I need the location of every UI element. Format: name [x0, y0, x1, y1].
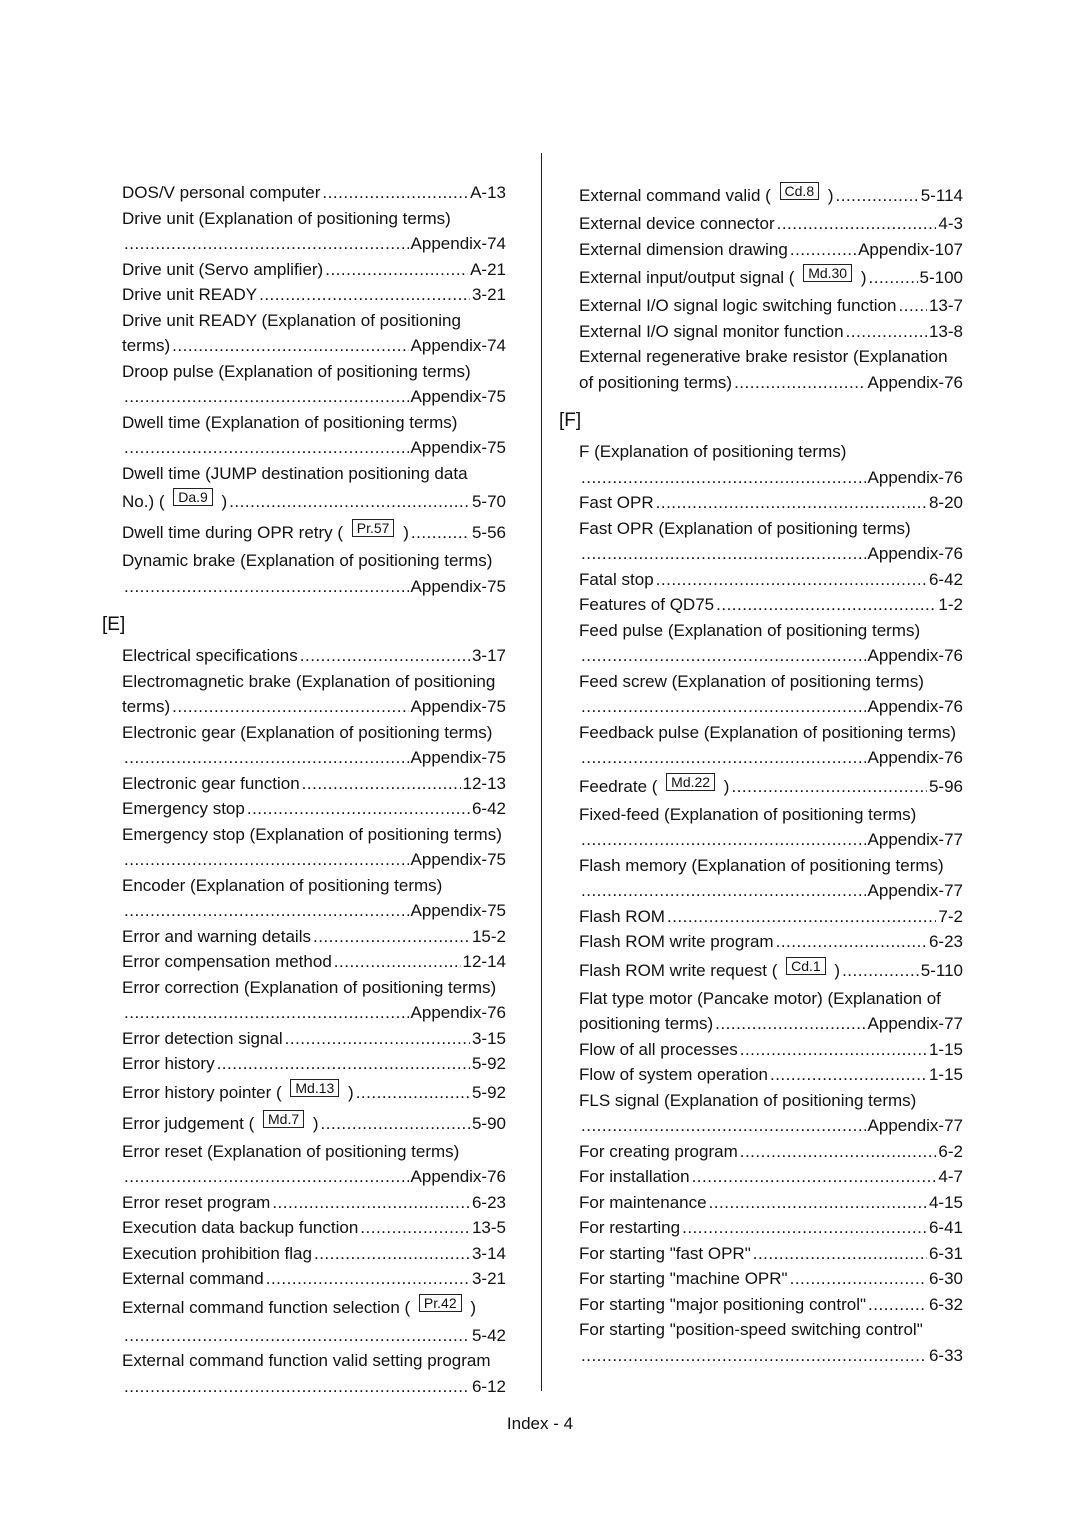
entry-term: No.) ( Da.9 ) — [122, 489, 228, 511]
dot-leader — [777, 211, 937, 237]
index-entry-continuation — [579, 643, 963, 669]
page-reference: Appendix-75 — [410, 850, 506, 869]
index-entry-continuation — [122, 1323, 506, 1349]
index-entry-continuation — [122, 1000, 506, 1026]
index-entry-text: Flash memory (Explanation of positioning terms) — [579, 855, 944, 875]
page-reference: Appendix-107 — [858, 239, 963, 259]
page-reference: 6-12 — [471, 1376, 506, 1396]
page-reference: 5-92 — [471, 1082, 506, 1102]
page-reference: 3-17 — [471, 646, 506, 665]
page-reference: 15-2 — [471, 926, 506, 946]
index-entry — [122, 694, 506, 720]
page-reference: 5-90 — [471, 1113, 506, 1133]
page-reference: A-13 — [470, 183, 506, 202]
entry-term: Flash ROM write program — [579, 932, 774, 951]
page-reference: 13-5 — [471, 1218, 506, 1237]
index-entry-text: Dwell time (Explanation of positioning terms) — [122, 412, 458, 432]
page-reference: 5-70 — [471, 492, 506, 511]
entry-term: For starting "machine OPR" — [579, 1269, 788, 1288]
index-entry-text: Electronic gear (Explanation of positioning terms) — [122, 722, 493, 742]
dot-leader — [300, 643, 470, 669]
entry-term: For starting "major positioning control" — [579, 1294, 867, 1314]
entry-term: Electrical specifications — [122, 646, 298, 665]
entry-term: External command valid ( Cd.8 ) — [579, 183, 834, 205]
index-entry-text: Dwell time (JUMP destination positioning data — [122, 463, 468, 483]
index-column-left — [102, 180, 506, 1399]
page-reference: A-21 — [470, 259, 506, 279]
parameter-code-box: Pr.42 — [419, 1294, 462, 1312]
entry-term: Execution data backup function — [122, 1218, 359, 1237]
index-entry-text: Error correction (Explanation of positioning terms) — [122, 977, 497, 997]
index-entry-continuation — [579, 1343, 963, 1369]
parameter-code-box: Cd.8 — [780, 182, 820, 200]
index-column-right — [559, 180, 963, 1368]
dot-leader — [259, 282, 470, 308]
index-entry-text: FLS signal (Explanation of positioning terms) — [579, 1090, 917, 1110]
page-reference: 6-23 — [471, 1192, 506, 1212]
entry-term: Drive unit READY — [122, 285, 258, 304]
dot-leader — [656, 490, 927, 516]
page-reference: 3-21 — [471, 1269, 506, 1288]
dot-leader — [581, 745, 866, 771]
dot-leader — [740, 1139, 937, 1165]
index-entry-text: Encoder (Explanation of positioning terms) — [122, 875, 443, 895]
entry-term: Electronic gear function — [122, 773, 300, 793]
index-entry — [122, 1292, 506, 1323]
parameter-code-box: Md.22 — [666, 773, 715, 791]
index-entry-text: Fast OPR (Explanation of positioning terms) — [579, 518, 911, 538]
index-entry — [122, 1026, 506, 1052]
entry-term: Flash ROM — [579, 906, 665, 926]
entry-term: of positioning terms) — [579, 372, 733, 392]
dot-leader — [716, 592, 936, 618]
index-entry-continuation — [579, 694, 963, 720]
index-entry — [122, 1215, 506, 1241]
page-footer: Index - 4 — [506, 1414, 574, 1433]
index-entry — [122, 1241, 506, 1267]
index-entry — [579, 1215, 963, 1241]
page-reference: Appendix-76 — [410, 1003, 506, 1022]
page-reference: 5-114 — [920, 186, 963, 205]
entry-term: Fast OPR — [579, 493, 654, 512]
index-entry — [579, 929, 963, 955]
entry-term: For starting "fast OPR" — [579, 1243, 751, 1263]
page-reference: Appendix-76 — [867, 372, 963, 392]
index-entry — [579, 1037, 963, 1063]
index-entry-text: Fixed-feed (Explanation of positioning terms) — [579, 804, 917, 824]
entry-term: For creating program — [579, 1141, 738, 1161]
page-reference: 1-15 — [928, 1039, 963, 1059]
index-entry — [579, 955, 963, 986]
page-reference: 4-15 — [928, 1192, 963, 1212]
dot-leader — [790, 1266, 927, 1292]
page-reference: Appendix-75 — [410, 438, 506, 457]
index-entry — [122, 1190, 506, 1216]
entry-term: terms) — [122, 336, 171, 355]
page-reference: 8-20 — [928, 493, 963, 512]
dot-leader — [869, 262, 918, 293]
index-entry — [579, 211, 963, 237]
page-reference: 6-31 — [928, 1243, 963, 1263]
index-entry — [122, 1051, 506, 1077]
dot-leader — [124, 1000, 409, 1026]
index-entry — [579, 1241, 963, 1267]
index-entry-continuation — [122, 1374, 506, 1400]
index-entry-text: Dynamic brake (Explanation of positioning terms) — [122, 551, 493, 570]
dot-leader — [734, 370, 865, 396]
page-reference: Appendix-76 — [867, 748, 963, 767]
dot-leader — [682, 1215, 927, 1241]
dot-leader — [581, 694, 866, 720]
dot-leader — [124, 231, 409, 257]
dot-leader — [266, 1266, 470, 1292]
entry-term: External device connector — [579, 214, 775, 233]
dot-leader — [272, 1190, 470, 1216]
page-reference: Appendix-76 — [410, 1167, 506, 1186]
page-reference: Appendix-77 — [867, 830, 963, 849]
entry-term: positioning terms) — [579, 1014, 714, 1033]
page-reference: 5-56 — [471, 523, 506, 542]
index-entry — [122, 796, 506, 822]
entry-term: terms) — [122, 697, 171, 716]
page-reference: Appendix-75 — [410, 748, 506, 767]
page-reference: 5-92 — [471, 1054, 506, 1073]
page-reference: Appendix-75 — [410, 697, 506, 716]
page-reference: Appendix-76 — [867, 467, 963, 487]
index-entry-text: Error reset (Explanation of positioning terms) — [122, 1141, 460, 1161]
index-entry — [122, 282, 506, 308]
entry-term: Error history pointer ( Md.13 ) — [122, 1079, 354, 1102]
index-entry — [579, 1164, 963, 1190]
entry-term: Error and warning details — [122, 926, 311, 946]
index-entry — [122, 949, 506, 975]
dot-leader — [334, 949, 461, 975]
index-entry — [579, 1011, 963, 1037]
dot-leader — [356, 1077, 470, 1108]
parameter-code-box: Da.9 — [173, 488, 213, 506]
entry-term: Flow of system operation — [579, 1065, 768, 1084]
page-reference: 4-3 — [938, 214, 963, 233]
dot-leader — [581, 1343, 927, 1369]
entry-term: External input/output signal ( Md.30 ) — [579, 265, 867, 287]
index-entry-continuation — [122, 384, 506, 410]
entry-term: Flow of all processes — [579, 1039, 738, 1059]
index-entry-continuation — [579, 745, 963, 771]
dot-leader — [656, 567, 927, 593]
entry-term: Error compensation method — [122, 952, 332, 971]
dot-leader — [322, 180, 468, 206]
entry-term: External dimension drawing — [579, 239, 788, 259]
column-divider — [541, 153, 542, 1391]
index-entry-text: Emergency stop (Explanation of positioning terms) — [122, 824, 502, 844]
dot-leader — [709, 1190, 927, 1216]
dot-leader — [846, 319, 927, 345]
dot-leader — [302, 771, 461, 797]
dot-leader — [581, 827, 866, 853]
index-entry — [579, 1139, 963, 1165]
entry-term: Drive unit (Servo amplifier) — [122, 259, 324, 279]
index-entry — [579, 592, 963, 618]
index-entry-continuation — [579, 465, 963, 491]
dot-leader — [229, 486, 470, 517]
index-entry-continuation — [579, 541, 963, 567]
dot-leader — [285, 1026, 470, 1052]
dot-leader — [172, 333, 408, 359]
index-entry — [122, 333, 506, 359]
entry-term: Error detection signal — [122, 1028, 283, 1048]
index-entry-continuation — [579, 1113, 963, 1139]
entry-term: External command function selection ( Pr.42 ) — [122, 1294, 477, 1317]
dot-leader — [124, 384, 409, 410]
index-entry — [122, 180, 506, 206]
index-entry-continuation — [122, 231, 506, 257]
dot-leader — [731, 771, 927, 802]
parameter-code-box: Pr.57 — [352, 519, 395, 537]
page-reference: 13-8 — [928, 321, 963, 341]
index-entry — [579, 370, 963, 396]
dot-leader — [124, 1164, 409, 1190]
dot-leader — [360, 1215, 470, 1241]
index-entry — [579, 293, 963, 319]
dot-leader — [842, 955, 919, 986]
entry-term: DOS/V personal computer — [122, 183, 321, 202]
page-reference: Appendix-75 — [410, 901, 506, 920]
index-entry — [579, 237, 963, 263]
page-reference: Appendix-75 — [410, 576, 506, 596]
page-reference: Appendix-77 — [867, 1116, 963, 1135]
entry-term: External I/O signal monitor function — [579, 321, 844, 341]
index-entry — [579, 180, 963, 211]
index-entry-text: Droop pulse (Explanation of positioning terms) — [122, 361, 471, 381]
entry-term: Error reset program — [122, 1192, 271, 1212]
dot-leader — [836, 180, 919, 211]
entry-term: For restarting — [579, 1218, 681, 1237]
index-entry-text: Drive unit (Explanation of positioning terms) — [122, 208, 451, 228]
index-entry — [122, 1266, 506, 1292]
index-entry — [122, 643, 506, 669]
index-entry — [579, 1062, 963, 1088]
dot-leader — [124, 847, 409, 873]
index-entry — [579, 1266, 963, 1292]
dot-leader — [776, 929, 927, 955]
index-entry-text: Flat type motor (Pancake motor) (Explanation of — [579, 988, 941, 1008]
index-entry — [579, 319, 963, 345]
index-entry-continuation — [579, 827, 963, 853]
entry-term: For maintenance — [579, 1192, 707, 1212]
dot-leader — [124, 574, 409, 600]
index-entry — [579, 1292, 963, 1318]
dot-leader — [411, 517, 470, 548]
page-reference: 6-30 — [928, 1269, 963, 1288]
page-reference: 1-2 — [938, 595, 963, 614]
page-reference: 12-13 — [462, 773, 506, 793]
entry-term: Error judgement ( Md.7 ) — [122, 1110, 319, 1133]
page-reference: 6-33 — [928, 1345, 963, 1365]
page-reference: 1-15 — [928, 1065, 963, 1084]
parameter-code-box: Md.30 — [803, 264, 852, 282]
dot-leader — [581, 541, 866, 567]
index-entry-continuation — [122, 435, 506, 461]
page-reference: 3-21 — [471, 285, 506, 304]
dot-leader — [172, 694, 408, 720]
page-reference: 6-42 — [471, 799, 506, 818]
dot-leader — [899, 293, 927, 319]
page-reference: 4-7 — [938, 1167, 963, 1186]
page-reference: 6-32 — [928, 1294, 963, 1314]
index-entry-text: Feed screw (Explanation of positioning terms) — [579, 671, 924, 691]
page-reference: Appendix-76 — [867, 697, 963, 716]
page-reference: Appendix-74 — [410, 234, 506, 253]
dot-leader — [581, 643, 866, 669]
entry-term: Error history — [122, 1054, 215, 1073]
index-entry-continuation — [122, 898, 506, 924]
dot-leader — [217, 1051, 470, 1077]
dot-leader — [321, 1108, 470, 1139]
page-reference: 5-100 — [919, 268, 963, 287]
dot-leader — [715, 1011, 865, 1037]
entry-term: Flash ROM write request ( Cd.1 ) — [579, 957, 841, 980]
section-heading: [E] — [102, 614, 126, 635]
index-entry-text: Feedback pulse (Explanation of positioning terms) — [579, 722, 957, 742]
index-entry-continuation — [122, 847, 506, 873]
index-entry-continuation — [579, 878, 963, 904]
page-reference: 6-23 — [928, 932, 963, 951]
page-reference: Appendix-77 — [867, 881, 963, 900]
index-entry-text: F (Explanation of positioning terms) — [579, 442, 847, 461]
index-entry — [122, 1077, 506, 1108]
dot-leader — [692, 1164, 937, 1190]
index-entry — [579, 567, 963, 593]
page-reference: 6-41 — [928, 1218, 963, 1237]
dot-leader — [770, 1062, 927, 1088]
page-reference: 12-14 — [462, 952, 506, 971]
index-entry — [579, 904, 963, 930]
dot-leader — [247, 796, 470, 822]
dot-leader — [581, 878, 866, 904]
index-entry-text: Electromagnetic brake (Explanation of positioning — [122, 671, 496, 691]
page-reference: 5-96 — [928, 776, 963, 796]
entry-term: Feedrate ( Md.22 ) — [579, 773, 730, 796]
entry-term: For installation — [579, 1167, 690, 1186]
dot-leader — [314, 1241, 470, 1267]
parameter-code-box: Cd.1 — [786, 957, 826, 975]
dot-leader — [581, 465, 866, 491]
dot-leader — [753, 1241, 927, 1267]
index-entry — [122, 486, 506, 517]
index-entry — [579, 1190, 963, 1216]
index-entry-continuation — [122, 574, 506, 600]
entry-term: External command — [122, 1269, 264, 1288]
index-entry — [579, 771, 963, 802]
page-reference: 5-110 — [920, 960, 963, 980]
dot-leader — [325, 257, 468, 283]
index-entry — [122, 1108, 506, 1139]
dot-leader — [790, 237, 856, 263]
index-entry-text: Drive unit READY (Explanation of positioning — [122, 310, 461, 330]
entry-term: Fatal stop — [579, 569, 654, 589]
page-reference: Appendix-76 — [867, 646, 963, 665]
index-entry-text: Feed pulse (Explanation of positioning terms) — [579, 620, 921, 640]
index-entry-continuation — [122, 1164, 506, 1190]
entry-term: Features of QD75 — [579, 595, 715, 614]
entry-term: Emergency stop — [122, 799, 245, 818]
dot-leader — [581, 1113, 866, 1139]
dot-leader — [868, 1292, 927, 1318]
index-entry — [122, 517, 506, 548]
dot-leader — [124, 1323, 470, 1349]
index-entry-text: External regenerative brake resistor (Explanation — [579, 347, 948, 366]
entry-term: Execution prohibition flag — [122, 1243, 312, 1263]
index-entry — [122, 924, 506, 950]
dot-leader — [740, 1037, 927, 1063]
parameter-code-box: Md.7 — [263, 1110, 304, 1128]
index-entry — [579, 490, 963, 516]
page-reference: Appendix-76 — [867, 544, 963, 563]
page-reference: 6-2 — [938, 1141, 963, 1161]
entry-term: External I/O signal logic switching function — [579, 296, 897, 315]
page-reference: 13-7 — [928, 296, 963, 315]
index-entry — [579, 262, 963, 293]
page-reference: Appendix-77 — [867, 1014, 963, 1033]
dot-leader — [124, 435, 409, 461]
index-entry-text: External command function valid setting program — [122, 1351, 491, 1370]
dot-leader — [124, 1374, 470, 1400]
dot-leader — [667, 904, 936, 930]
dot-leader — [124, 745, 409, 771]
page-reference: Appendix-74 — [410, 336, 506, 355]
dot-leader — [313, 924, 470, 950]
parameter-code-box: Md.13 — [290, 1079, 339, 1097]
index-entry — [122, 771, 506, 797]
section-heading: [F] — [559, 410, 582, 431]
index-entry-continuation — [122, 745, 506, 771]
page-reference: 6-42 — [928, 569, 963, 589]
dot-leader — [124, 898, 409, 924]
entry-term: Dwell time during OPR retry ( Pr.57 ) — [122, 520, 409, 542]
page-reference: 3-15 — [471, 1028, 506, 1048]
page-reference: 7-2 — [938, 906, 963, 926]
page-reference: 3-14 — [471, 1243, 506, 1263]
page-reference: 5-42 — [471, 1325, 506, 1345]
index-entry-text: For starting "position-speed switching control" — [579, 1320, 923, 1339]
index-entry — [122, 257, 506, 283]
page-reference: Appendix-75 — [410, 387, 506, 406]
